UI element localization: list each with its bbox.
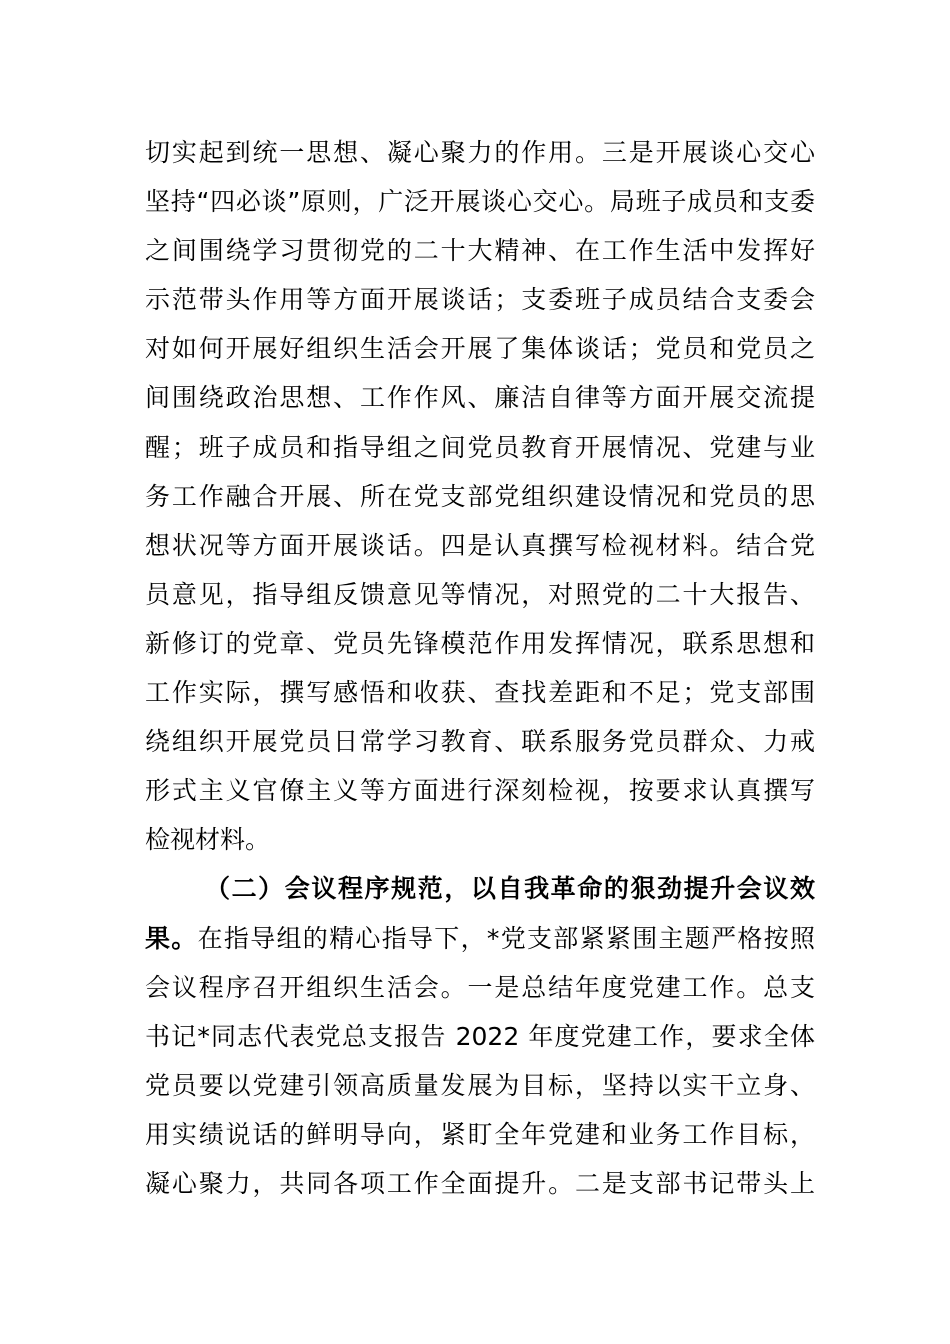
text-run: 在指导组的精心指导下，*党支部紧紧围主题严格按照 bbox=[197, 923, 815, 953]
text-line: 书记*同志代表党总支报告 2022 年度党建工作，要求全体 bbox=[145, 1021, 815, 1051]
text-line: 示范带头作用等方面开展谈话；支委班子成员结合支委会 bbox=[145, 285, 815, 315]
text-line: 绕组织开展党员日常学习教育、联系服务党员群众、力戒 bbox=[145, 727, 815, 757]
text-line: 想状况等方面开展谈话。四是认真撰写检视材料。结合党 bbox=[145, 530, 815, 560]
section-heading: （二）会议程序规范，以自我革命的狠劲提升会议效 bbox=[205, 874, 815, 904]
text-line: 间围绕政治思想、工作作风、廉洁自律等方面开展交流提 bbox=[145, 383, 815, 413]
text-line bbox=[145, 914, 815, 963]
text-line: 凝心聚力，共同各项工作全面提升。二是支部书记带头上 bbox=[145, 1168, 815, 1198]
text-line: 之间围绕学习贯彻党的二十大精神、在工作生活中发挥好 bbox=[145, 236, 815, 266]
text-line: 坚持“四必谈”原则，广泛开展谈心交心。局班子成员和支委 bbox=[145, 187, 815, 217]
text-line: 会议程序召开组织生活会。一是总结年度党建工作。总支 bbox=[145, 972, 815, 1002]
text-line: 形式主义官僚主义等方面进行深刻检视，按要求认真撰写 bbox=[145, 776, 815, 806]
paragraph-conversation-and-review bbox=[145, 128, 815, 864]
text-line: 员意见，指导组反馈意见等情况，对照党的二十大报告、 bbox=[145, 579, 815, 609]
text-line: 工作实际，撰写感悟和收获、查找差距和不足；党支部围 bbox=[145, 678, 815, 708]
text-line: 用实绩说话的鲜明导向，紧盯全年党建和业务工作目标， bbox=[145, 1119, 815, 1149]
text-line: 党员要以党建引领高质量发展为目标，坚持以实干立身、 bbox=[145, 1070, 815, 1100]
text-line: 切实起到统一思想、凝心聚力的作用。三是开展谈心交心 bbox=[145, 138, 815, 167]
text-line: 醒；班子成员和指导组之间党员教育开展情况、党建与业 bbox=[145, 432, 815, 462]
text-line: 新修订的党章、党员先锋模范作用发挥情况，联系思想和 bbox=[145, 628, 815, 658]
text-line: 检视材料。 bbox=[145, 825, 271, 855]
text-line: 对如何开展好组织生活会开展了集体谈话；党员和党员之 bbox=[145, 334, 815, 364]
document-body bbox=[145, 128, 815, 1208]
paragraph-meeting-procedure bbox=[145, 864, 815, 1208]
text-line: 务工作融合开展、所在党支部党组织建设情况和党员的思 bbox=[145, 481, 815, 511]
section-heading-end: 果。 bbox=[145, 923, 198, 953]
